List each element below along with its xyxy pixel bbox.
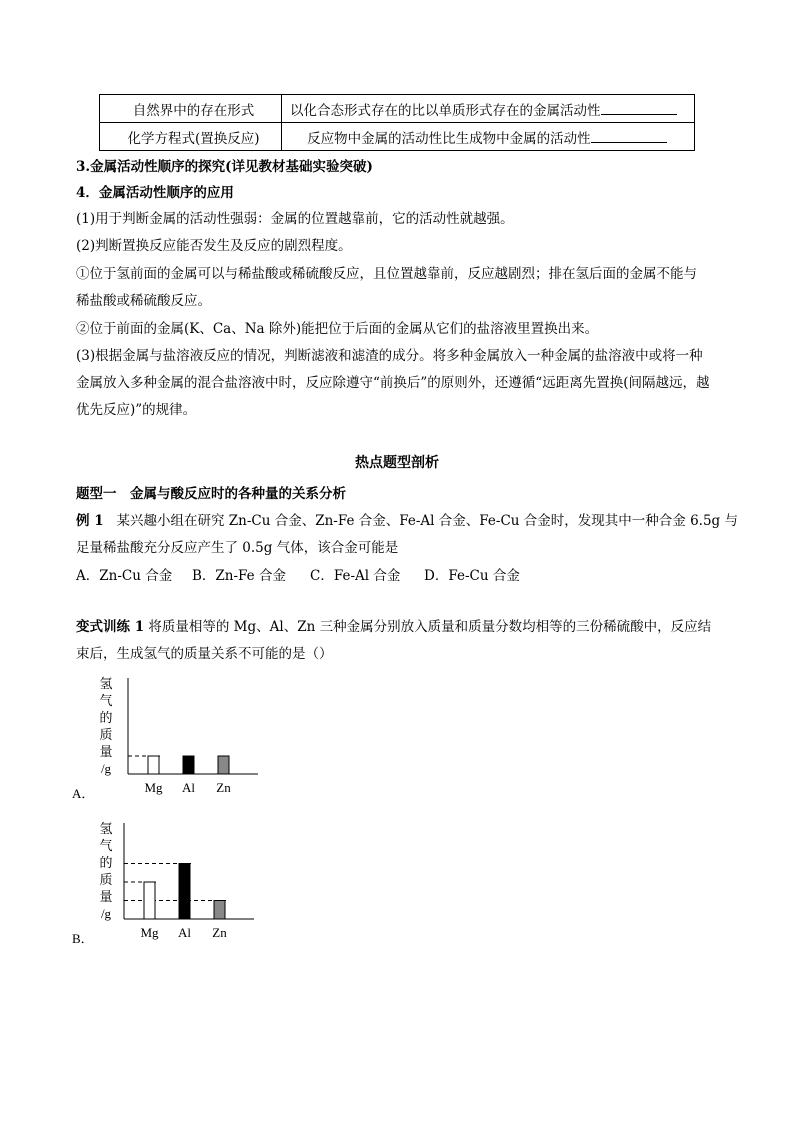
paragraph-line: (2)判断置换反应能否发生及反应的剧烈程度。	[76, 238, 352, 254]
y-label-char: /g	[100, 906, 112, 921]
option-label: B．	[72, 931, 94, 946]
y-label-char: 气	[99, 693, 113, 708]
table-cell-text: 以化合态形式存在的比以单质形式存在的金属活动性	[290, 102, 601, 119]
category-label: Al	[182, 780, 195, 795]
option-c[interactable]: C．Fe-Al 合金	[310, 568, 401, 584]
example-line	[76, 509, 738, 529]
paragraph-line: 金属放入多种金属的混合盐溶液中时，反应除遵守“前换后”的原则外，还遵循“远距离先置换(间隔越远，越	[76, 375, 710, 391]
category-label: Al	[178, 925, 191, 940]
variant-label: 变式训练 1	[76, 619, 145, 635]
paragraph-line: (3)根据金属与盐溶液反应的情况，判断滤液和滤渣的成分。将多种金属放入一种金属的盐溶液中或将一种	[76, 348, 703, 364]
bar-al	[179, 864, 190, 920]
paragraph-line: 稀盐酸或稀硫酸反应。	[76, 293, 211, 309]
bar-zn	[214, 901, 225, 920]
paragraph-line: 优先反应)”的规律。	[76, 402, 197, 418]
category-label: Zn	[212, 925, 227, 940]
y-label-char: 量	[99, 744, 113, 759]
chart-option-b[interactable]	[70, 815, 270, 950]
rules-table	[99, 94, 695, 151]
section-title: 热点题型剖析	[355, 455, 439, 471]
option-d[interactable]: D．Fe-Cu 合金	[424, 568, 520, 584]
y-label-char: 量	[99, 889, 113, 904]
option-b[interactable]: B．Zn-Fe 合金	[192, 568, 286, 584]
question-type-heading: 题型一 金属与酸反应时的各种量的关系分析	[76, 486, 346, 502]
y-axis-label	[99, 821, 112, 921]
y-label-char: /g	[100, 761, 112, 776]
option-label: A．	[72, 786, 95, 801]
category-label: Mg	[140, 925, 159, 940]
section-heading-3: 3.金属活动性顺序的探究(详见教材基础实验突破)	[76, 159, 373, 175]
table-cell-text: 反应物中金属的活动性比生成物中金属的活动性	[307, 130, 591, 147]
bar-al	[183, 756, 194, 774]
category-label: Zn	[216, 780, 231, 795]
paragraph-line: ①位于氢前面的金属可以与稀盐酸或稀硫酸反应，且位置越靠前，反应越剧烈；排在氢后面的金属不能与	[76, 266, 697, 282]
table-cell	[282, 123, 695, 151]
y-label-char: 质	[99, 872, 113, 887]
y-label-char: 的	[99, 855, 113, 870]
chart-option-a[interactable]	[70, 670, 270, 805]
table-cell: 化学方程式(置换反应)	[100, 123, 282, 151]
answer-blank[interactable]	[601, 102, 677, 115]
table-cell	[282, 95, 695, 123]
variant-line: 束后，生成氢气的质量关系不可能的是（）	[76, 646, 333, 662]
variant-text: 将质量相等的 Mg、Al、Zn 三种金属分别放入质量和质量分数均相等的三份稀硫酸中，反应结	[148, 619, 712, 635]
table-row	[100, 123, 695, 151]
y-label-char: 氢	[99, 676, 113, 691]
variant-line	[76, 615, 711, 635]
table-cell: 自然界中的存在形式	[100, 95, 282, 123]
y-label-char: 的	[99, 710, 113, 725]
bar-zn	[218, 756, 229, 774]
y-label-char: 气	[99, 838, 113, 853]
y-axis-label	[99, 676, 112, 776]
bar-mg	[148, 756, 159, 774]
option-a[interactable]: A．Zn-Cu 合金	[76, 568, 173, 584]
section-heading-4: 4．金属活动性顺序的应用	[76, 185, 234, 201]
example-line: 足量稀盐酸充分反应产生了 0.5g 气体，该合金可能是	[76, 540, 399, 556]
y-label-char: 氢	[99, 821, 113, 836]
category-label: Mg	[144, 780, 163, 795]
bar-mg	[144, 882, 155, 919]
paragraph-line: ②位于前面的金属(K、Ca、Na 除外)能把位于后面的金属从它们的盐溶液里置换出来。	[76, 321, 599, 337]
y-label-char: 质	[99, 727, 113, 742]
answer-blank[interactable]	[591, 130, 667, 143]
example-text: 某兴趣小组在研究 Zn-Cu 合金、Zn-Fe 合金、Fe-Al 合金、Fe-Cu 合金时，发现其中一种合金 6.5g 与	[116, 513, 738, 529]
table-row	[100, 95, 695, 123]
example-label: 例 1	[76, 513, 104, 529]
paragraph-line: (1)用于判断金属的活动性强弱：金属的位置越靠前，它的活动性就越强。	[76, 211, 514, 227]
